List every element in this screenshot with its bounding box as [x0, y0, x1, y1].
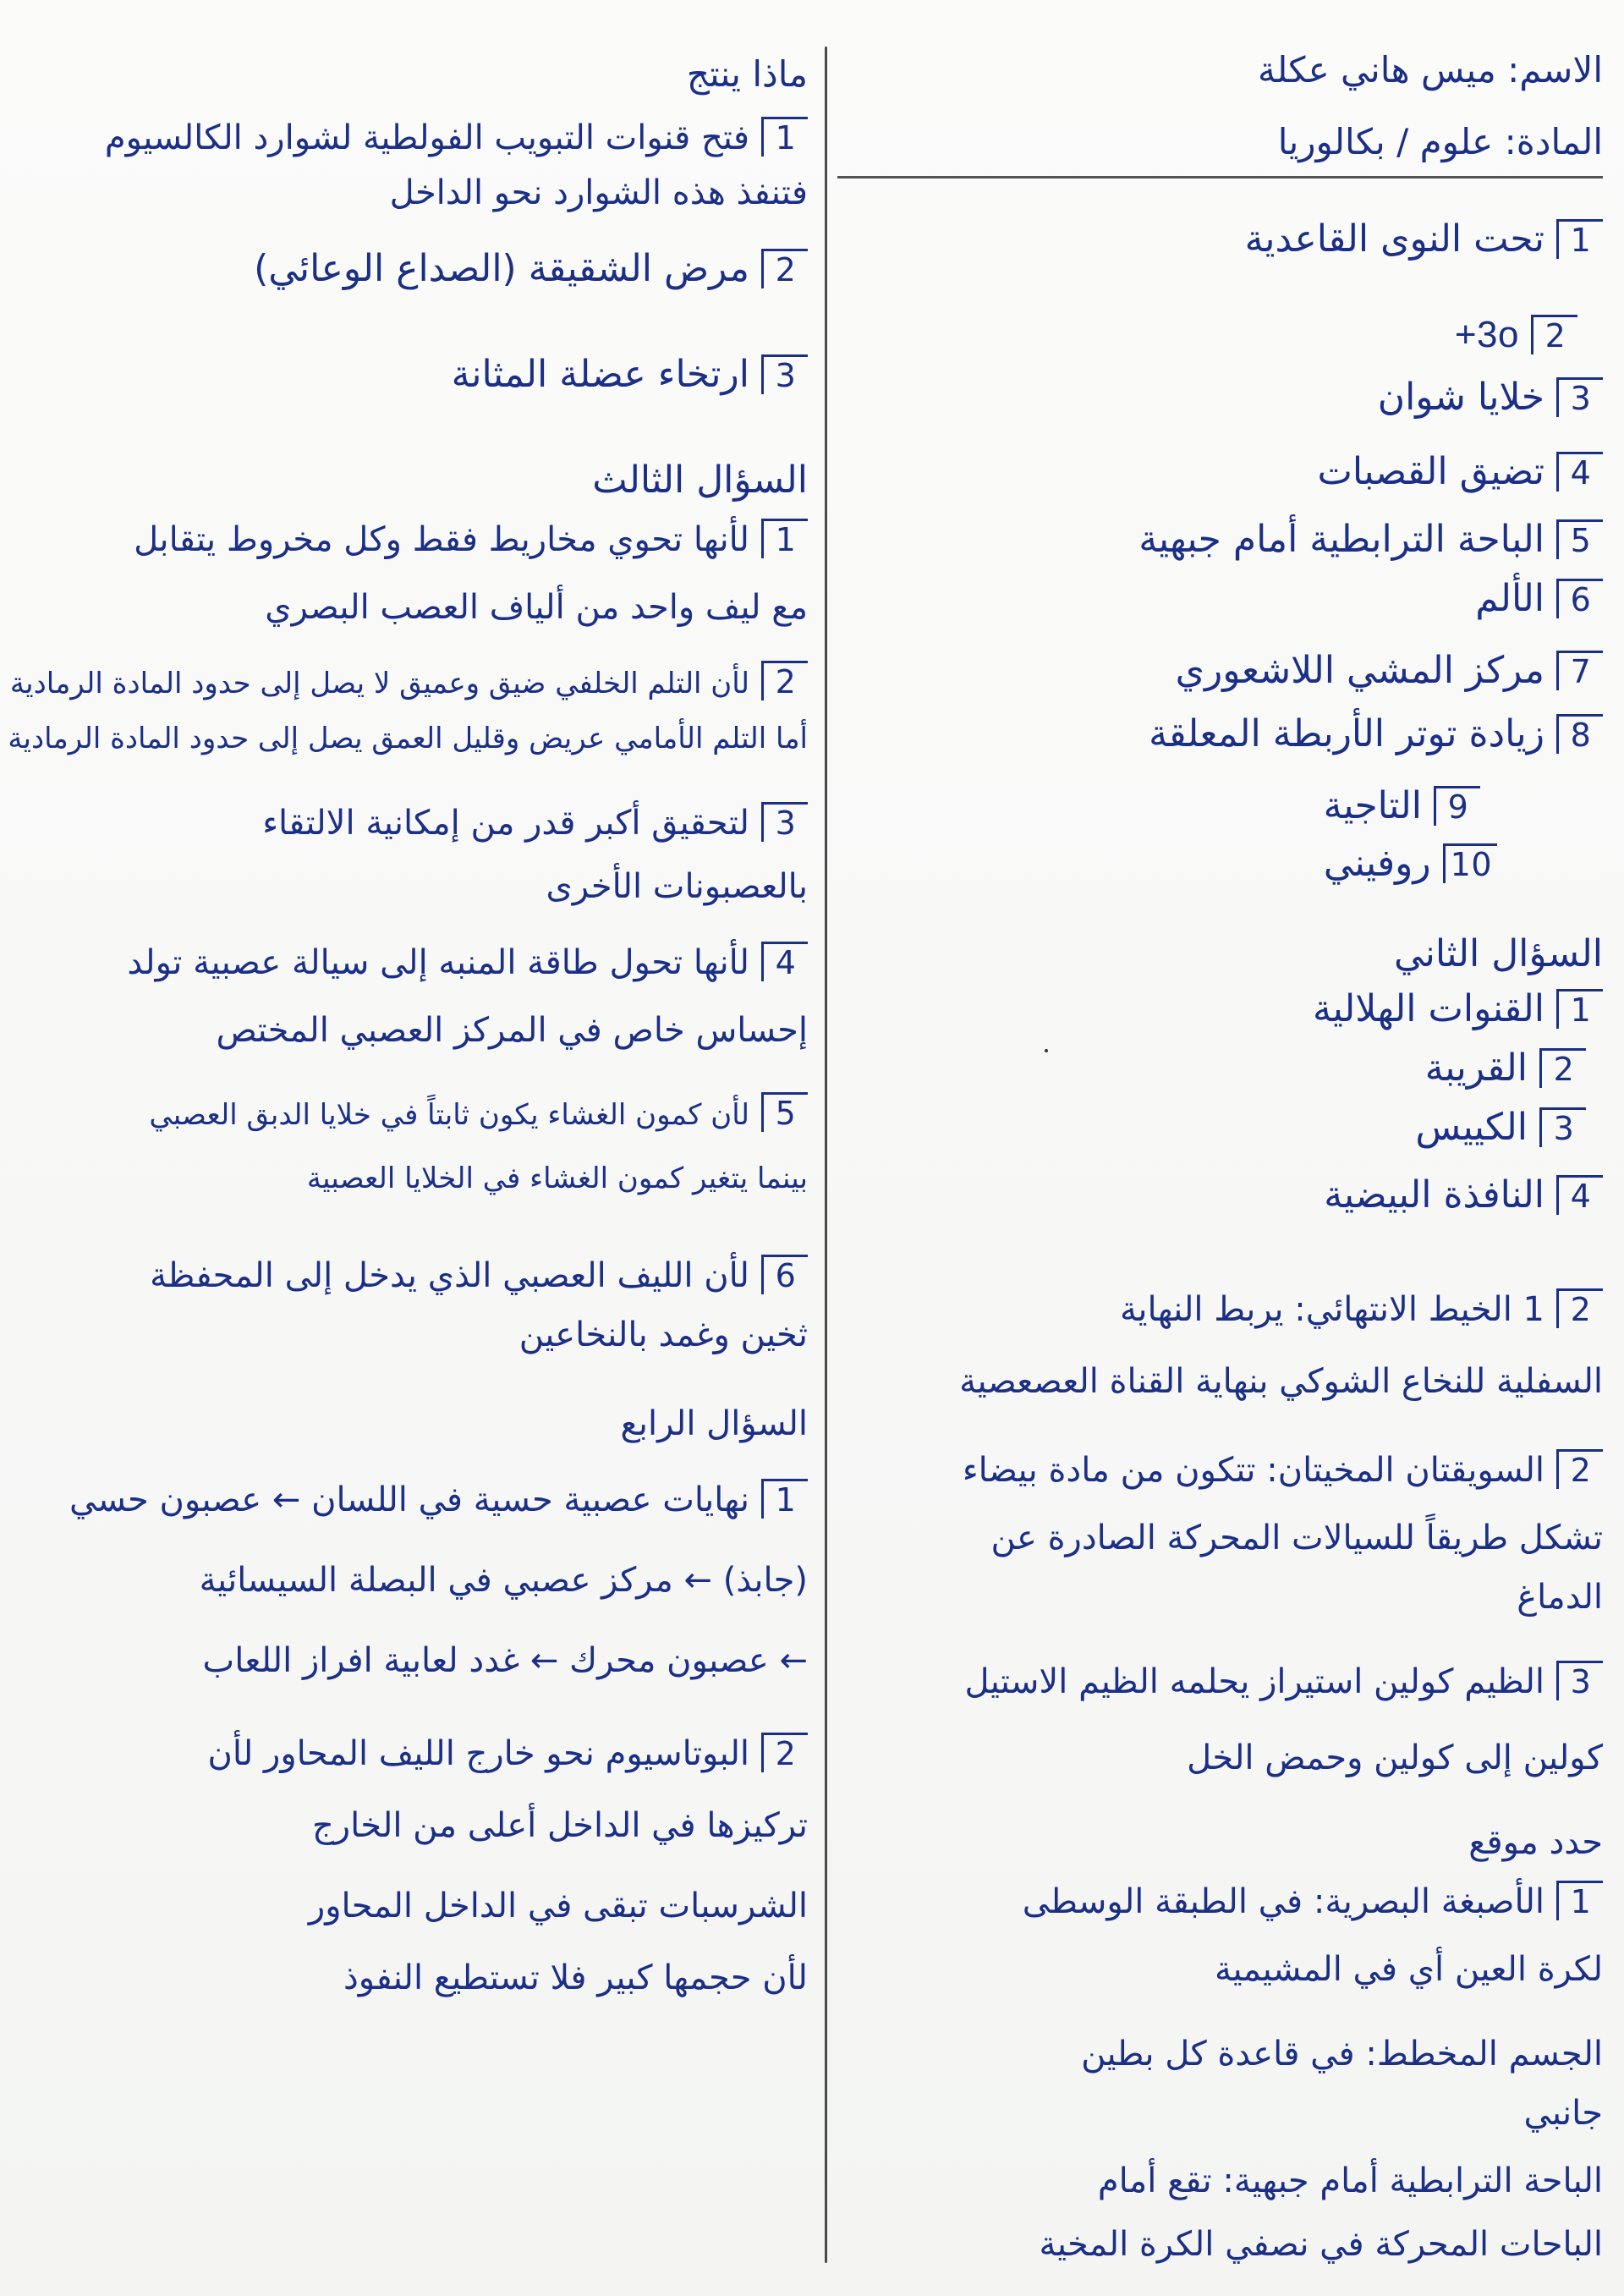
q4-answer-3-line2: لأن حجمها كبير فلا تستطيع النفوذ: [343, 1958, 808, 1997]
subject: المادة: علوم / بكالوريا: [1277, 121, 1603, 162]
q3-answer-6-line1: 6لأن الليف العصبي الذي يدخل إلى المحفظة: [150, 1252, 808, 1299]
location-answer-1-line1: 1الأصبغة البصرية: في الطبقة الوسطى: [1023, 1878, 1603, 1925]
q4-answer-1-line1: 1نهايات عصبية حسية في اللسان ← عصبون حسي: [69, 1476, 808, 1524]
q1-answer-3: 3خلايا شوان: [1378, 374, 1603, 421]
student-name: الاسم: ميس هاني عكلة: [1257, 49, 1603, 91]
q3-answer-5-line1: 5لأن كمون الغشاء يكون ثابتاً في خلايا الدبق العصبي: [149, 1091, 808, 1139]
q3-answer-2-line2: أما التلم الأمامي عريض وقليل العمق يصل إلى حدود المادة الرمادية: [8, 722, 808, 755]
q3-answer-3-line2: بالعصبونات الأخرى: [546, 867, 808, 906]
q3-answer-4-line2: إحساس خاص في المركز العصبي المختص: [216, 1011, 808, 1050]
produce-answer-2: 2مرض الشقيقة (الصداع الوعائي): [254, 245, 808, 293]
q2b-answer-3-line2: كولين إلى كولين وحمض الخل: [1187, 1738, 1603, 1777]
q2-answer-1: 1القنوات الهلالية: [1313, 986, 1603, 1033]
q4-answer-1-line2: (جابذ) ← مركز عصبي في البصلة السيسائية: [199, 1561, 808, 1600]
q3-title: السؤال الثالث: [592, 459, 808, 502]
produce-answer-1-line1: 1فتح قنوات التبويب الفولطية لشوارد الكالسيوم: [105, 114, 808, 162]
q2-answer-2: 2القريبة: [1425, 1045, 1586, 1092]
q4-answer-3-line1: الشرسبات تبقى في الداخل المحاور: [308, 1887, 808, 1925]
q2-answer-4: 4النافذة البيضية: [1324, 1172, 1603, 1219]
q1-answer-1: 1تحت النوى القاعدية: [1245, 216, 1603, 263]
q3-answer-4-line1: 4لأنها تحول طاقة المنبه إلى سيالة عصبية تولد: [127, 939, 808, 986]
q1-answer-6: 6الألم: [1475, 575, 1603, 623]
q3-answer-6-line2: ثخين وغمد بالنخاعين: [518, 1316, 808, 1354]
q1-answer-2: 23o+: [1404, 311, 1577, 359]
location-answer-3-line2: الباحات المحركة في نصفي الكرة المخية: [1039, 2225, 1603, 2264]
q2-answer-3: 3الكييس: [1415, 1104, 1586, 1151]
q3-answer-2-line1: 2لأن التلم الخلفي ضيق وعميق لا يصل إلى حدود المادة الرمادية: [10, 660, 808, 707]
q2b-answer-2-line2: تشكل طريقاً للسيالات المحركة الصادرة عن: [990, 1519, 1603, 1557]
q1-answer-9: 9التاجية: [1324, 783, 1480, 830]
produce-answer-1-line2: فتنفذ هذه الشوارد نحو الداخل: [389, 173, 808, 212]
q2b-answer-2-line3: الدماغ: [1517, 1578, 1603, 1617]
q2b-answer-1-line2: السفلية للنخاع الشوكي بنهاية القناة العصعصية: [959, 1362, 1603, 1401]
q3-answer-1-line2: مع ليف واحد من ألياف العصب البصري: [265, 588, 808, 627]
q2b-answer-2-line1: 2السويقتان المخيتان: تتكون من مادة بيضاء: [963, 1447, 1603, 1494]
location-title: حدد موقع: [1468, 1823, 1603, 1862]
q1-answer-4: 4تضيق القصبات: [1317, 448, 1603, 496]
q1-answer-10: 10روفيني: [1324, 840, 1497, 887]
q2-title: السؤال الثاني: [1393, 932, 1603, 975]
location-answer-1-line2: لكرة العين أي في المشيمية: [1215, 1950, 1603, 1989]
q3-answer-5-line2: بينما يتغير كمون الغشاء في الخلايا العصبية: [306, 1162, 808, 1195]
q4-title: السؤال الرابع: [620, 1404, 808, 1443]
q3-answer-3-line1: 3لتحقيق أكبر قدر من إمكانية الالتقاء: [262, 799, 808, 847]
q4-answer-2-line1: 2البوتاسيوم نحو خارج الليف المحاور لأن: [208, 1730, 808, 1777]
ink-dot: [1045, 1049, 1048, 1052]
location-answer-3-line1: الباحة الترابطية أمام جبهية: تقع أمام: [1097, 2161, 1603, 2200]
q3-answer-1-line1: 1لأنها تحوي مخاريط فقط وكل مخروط يتقابل: [134, 516, 808, 563]
q1-answer-8: 8زيادة توتر الأربطة المعلقة: [1149, 711, 1603, 758]
q4-answer-2-line2: تركيزها في الداخل أعلى من الخارج: [311, 1806, 808, 1845]
q2b-answer-3-line1: 3الظيم كولين استيراز يحلمه الظيم الاستيل: [964, 1658, 1603, 1706]
q1-answer-5: 5الباحة الترابطية أمام جبهية: [1138, 516, 1603, 563]
produce-answer-3: 3ارتخاء عضلة المثانة: [452, 351, 808, 398]
header-rule: [837, 176, 1603, 179]
location-answer-2-line2: جانبي: [1523, 2094, 1603, 2133]
location-answer-2-line1: الجسم المخطط: في قاعدة كل بطين: [1081, 2035, 1603, 2074]
q2b-answer-1-line1: 21 الخيط الانتهائي: يربط النهاية: [1120, 1286, 1603, 1333]
q1-answer-7: 7مركز المشي اللاشعوري: [1176, 647, 1603, 695]
q4-answer-1-line3: ← عصبون محرك ← غدد لعابية افراز اللعاب: [202, 1641, 808, 1680]
column-divider: [825, 47, 827, 2263]
produce-title: ماذا ينتج: [686, 53, 808, 95]
